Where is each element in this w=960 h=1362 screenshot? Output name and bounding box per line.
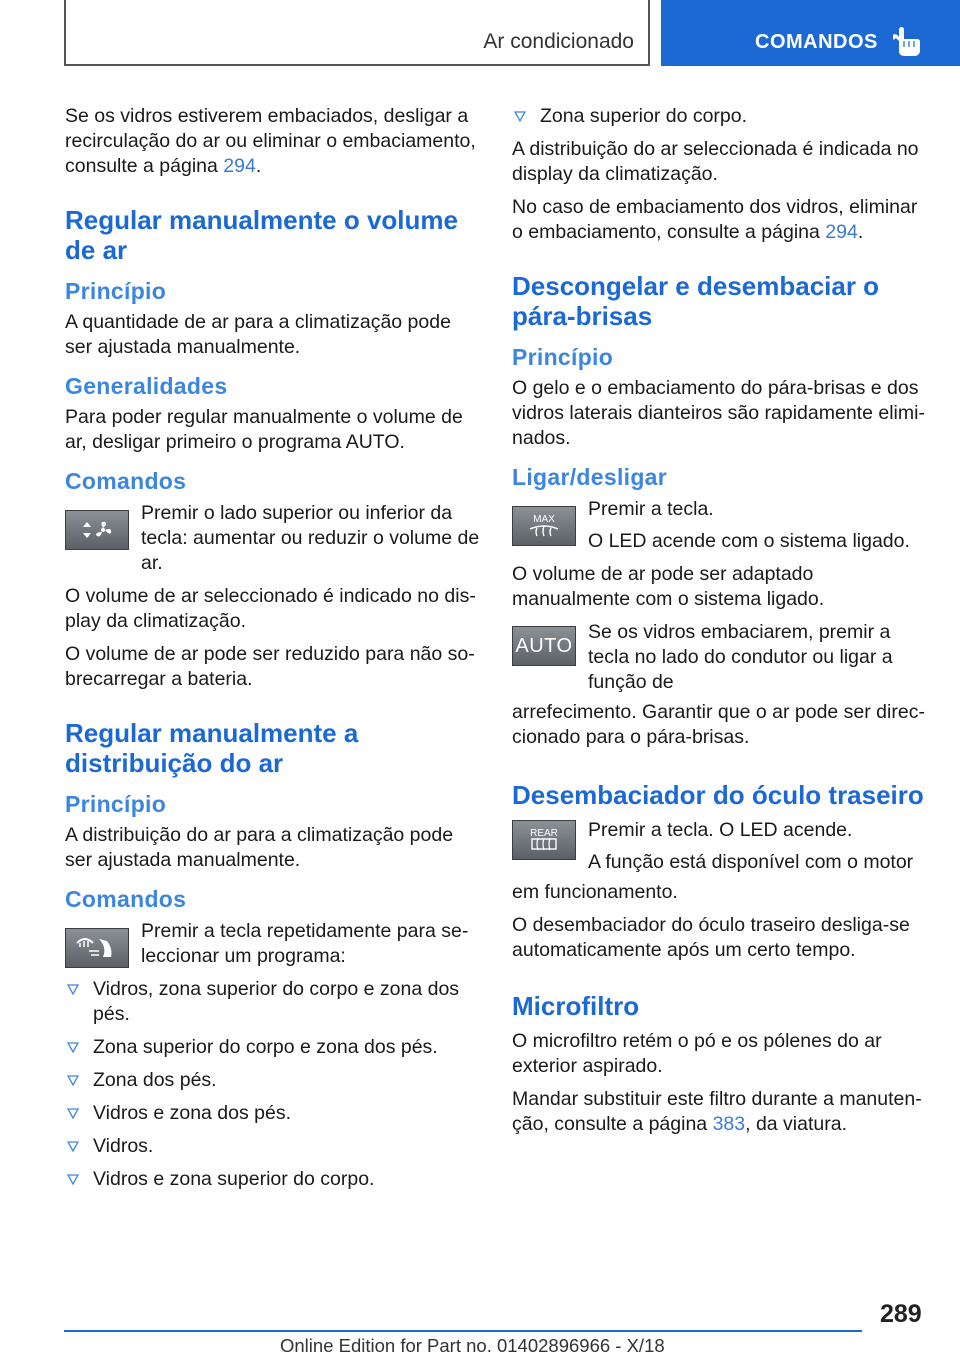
control-description: Premir a tecla repetidamente para seleccionar um programa: — [141, 920, 469, 967]
svg-text:REAR: REAR — [530, 828, 558, 839]
left-column — [65, 104, 480, 1200]
subheading-on-off: Ligar/desligar — [512, 464, 668, 490]
heading-microfilter: Microfiltro — [512, 991, 640, 1021]
page-number: 289 — [880, 1300, 922, 1328]
list-item: Vidros e zona superior do corpo. — [65, 1167, 480, 1192]
control-rear-defrost — [512, 818, 930, 875]
subheading-principle: Princípio — [65, 791, 167, 817]
paragraph: O volume de ar pode ser adaptado manualmente com o sistema ligado. — [512, 563, 825, 610]
list-item: Vidros. — [65, 1134, 480, 1159]
control-max-defrost — [512, 497, 930, 554]
page-link-294[interactable]: 294 — [223, 155, 256, 177]
rear-defrost-button-image — [512, 820, 576, 860]
paragraph: O microfiltro retém o pó e os pólenes do ar exterior aspirado. — [512, 1030, 882, 1077]
heading-air-distribution: Regular manualmente a distribuição do ar — [65, 718, 359, 778]
rear-defrost-icon — [524, 825, 564, 855]
triangle-bullet-icon — [67, 1075, 79, 1086]
chapter-title: COMANDOS — [755, 31, 878, 53]
paragraph: arrefecimento. Garantir que o ar pode ser direccionado para o pára-brisas. — [512, 701, 925, 748]
control-description: Premir o lado superior ou inferior da tecla: aumentar ou reduzir o volume de ar. — [141, 502, 480, 574]
air-distribution-icon — [73, 933, 121, 963]
subheading-principle: Princípio — [512, 344, 614, 370]
heading-rear-window: Desembaciador do óculo traseiro — [512, 780, 924, 810]
control-description: A função está disponível com o motor — [588, 851, 914, 873]
windshield-defrost-icon — [524, 511, 564, 541]
right-column — [512, 104, 930, 1145]
fan-speed-button-image — [65, 510, 129, 550]
paragraph: A distribuição do ar seleccionada é indicada no display da climatização. — [512, 138, 919, 185]
triangle-bullet-icon — [514, 111, 526, 122]
section-header — [64, 0, 650, 66]
control-auto — [512, 620, 930, 695]
list-item: Vidros, zona superior do corpo e zona dos pés. — [65, 977, 480, 1027]
section-title: Ar condicionado — [483, 30, 634, 53]
triangle-bullet-icon — [67, 1108, 79, 1119]
paragraph: O gelo e o embaciamento do pára-brisas e dos vidros laterais dianteiros são rapidamente eliminados. — [512, 377, 925, 449]
paragraph: No caso de embaciamento dos vidros, eliminar o embaciamento, consulte a página 294. — [512, 196, 918, 243]
page-link-383[interactable]: 383 — [712, 1113, 746, 1135]
subheading-general: Generalidades — [65, 373, 228, 399]
control-description: Premir a tecla. — [588, 498, 714, 520]
list-item: Vidros e zona dos pés. — [65, 1101, 480, 1126]
footer-divider — [64, 1330, 862, 1332]
chapter-tab[interactable] — [661, 0, 960, 66]
paragraph: A quantidade de ar para a climatização pode ser ajustada manualmente. — [65, 311, 451, 358]
list-item: Zona dos pés. — [65, 1068, 480, 1093]
distribution-button-image — [65, 928, 129, 968]
hand-pointer-icon — [893, 25, 923, 57]
paragraph: Mandar substituir este filtro durante a manutenção, consulte a página 383, da viatura. — [512, 1088, 922, 1135]
paragraph: Para poder regular manualmente o volume de ar, desligar primeiro o programa AUTO. — [65, 406, 463, 453]
heading-defrost: Descongelar e desembaciar o pára-brisas — [512, 271, 880, 331]
triangle-bullet-icon — [67, 984, 79, 995]
intro-paragraph: Se os vidros estiverem embaciados, desligar a recirculação do ar ou eliminar o embaciamento, consulte a página 294. — [65, 105, 476, 177]
svg-text:MAX: MAX — [533, 514, 555, 525]
paragraph: O volume de ar pode ser reduzido para não sobrecarregar a bateria. — [65, 643, 475, 690]
triangle-bullet-icon — [67, 1141, 79, 1152]
paragraph: O volume de ar seleccionado é indicado no display da climatização. — [65, 585, 476, 632]
fan-icon — [75, 518, 119, 542]
paragraph: A distribuição do ar para a climatização pode ser ajustada manualmente. — [65, 824, 454, 871]
list-item: Zona superior do corpo. — [512, 104, 930, 129]
auto-label: AUTO — [515, 634, 573, 657]
control-air-distribution — [65, 919, 480, 969]
control-description: Se os vidros embaciarem, premir a tecla no lado do condutor ou ligar a função de — [588, 621, 893, 693]
page-link-294[interactable]: 294 — [825, 221, 858, 243]
subheading-principle: Princípio — [65, 278, 167, 304]
list-item: Zona superior do corpo e zona dos pés. — [65, 1035, 480, 1060]
paragraph: O desembaciador do óculo traseiro desliga-se automaticamente após um certo tempo. — [512, 914, 910, 961]
control-description: Premir a tecla. O LED acende. — [588, 819, 853, 841]
subheading-controls: Comandos — [65, 468, 187, 494]
paragraph: em funcionamento. — [512, 881, 678, 903]
auto-button-image — [512, 626, 576, 666]
control-air-volume — [65, 501, 480, 576]
triangle-bullet-icon — [67, 1174, 79, 1185]
triangle-bullet-icon — [67, 1042, 79, 1053]
edition-footer: Online Edition for Part no. 01402896966 - X/18 — [280, 1335, 665, 1356]
control-description: O LED acende com o sistema ligado. — [588, 530, 910, 552]
max-defrost-button-image — [512, 506, 576, 546]
heading-air-volume: Regular manualmente o volume de ar — [65, 205, 458, 265]
subheading-controls: Comandos — [65, 886, 187, 912]
